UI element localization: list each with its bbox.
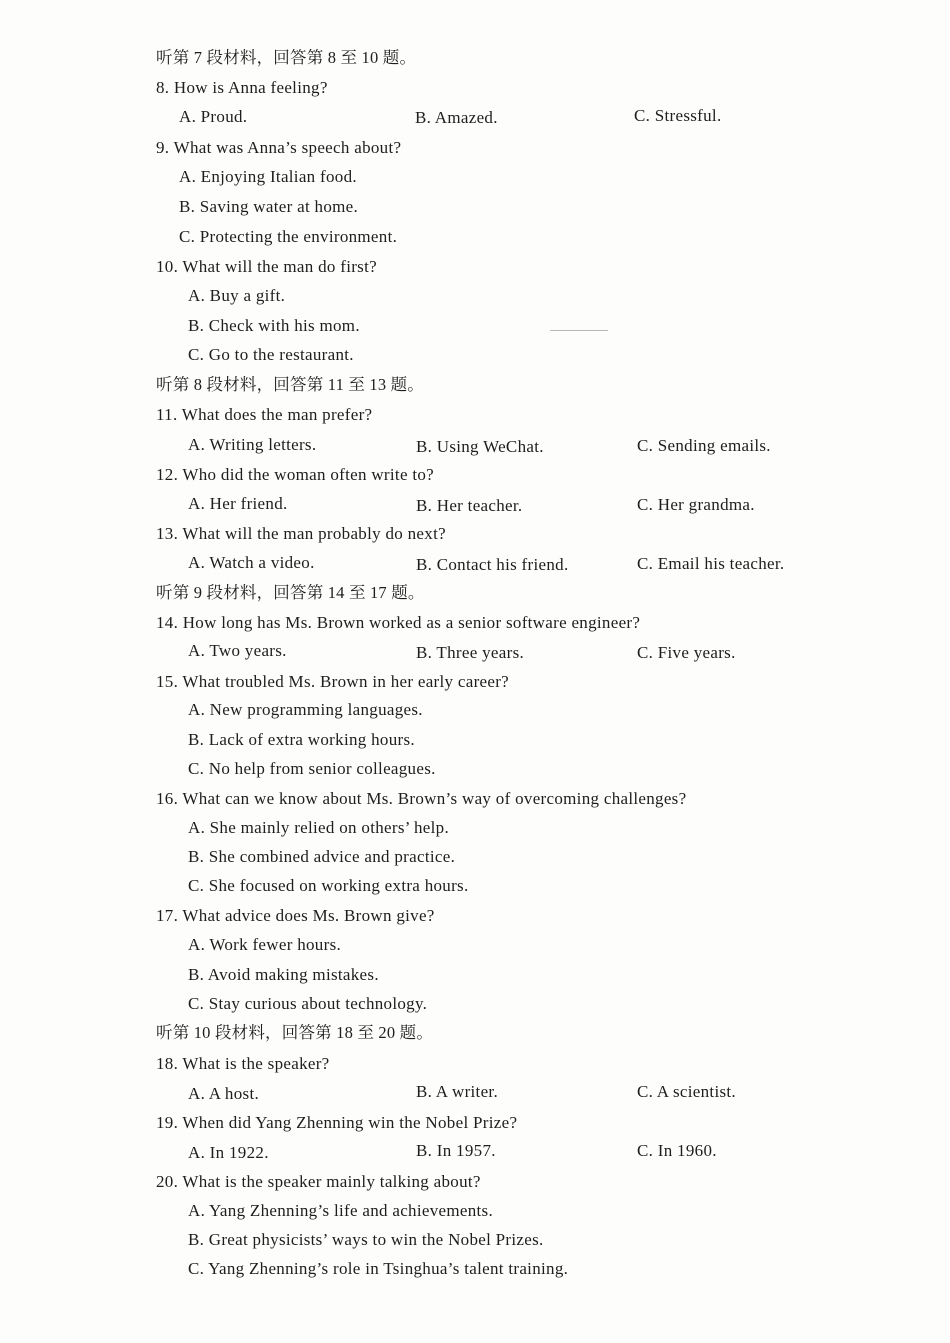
option-10b: B. Check with his mom. [188,316,360,335]
question-9: 9. What was Anna’s speech about? [156,138,402,157]
option-18b: B. A writer. [416,1082,498,1101]
option-13c: C. Email his teacher. [637,554,785,573]
option-14a: A. Two years. [188,641,287,660]
section-header: 听第 9 段材料，回答第 14 至 17 题。 [156,583,425,602]
option-14c: C. Five years. [637,643,736,662]
option-8c: C. Stressful. [634,106,722,125]
question-14: 14. How long has Ms. Brown worked as a senior software engineer? [156,613,641,632]
option-9c: C. Protecting the environment. [179,227,398,246]
option-11c: C. Sending emails. [637,436,771,455]
option-18a: A. A host. [188,1084,260,1103]
option-9b: B. Saving water at home. [179,197,359,216]
option-11b: B. Using WeChat. [416,437,544,456]
option-17c: C. Stay curious about technology. [188,994,428,1013]
option-12b: B. Her teacher. [416,496,523,515]
option-10c: C. Go to the restaurant. [188,345,354,364]
section-header: 听第 8 段材料，回答第 11 至 13 题。 [156,375,424,394]
option-11a: A. Writing letters. [188,435,317,454]
option-13b: B. Contact his friend. [416,555,569,574]
option-19c: C. In 1960. [637,1141,717,1160]
option-13a: A. Watch a video. [188,553,315,572]
option-19b: B. In 1957. [416,1141,496,1160]
option-12a: A. Her friend. [188,494,288,513]
stray-line [550,330,608,331]
option-12c: C. Her grandma. [637,495,755,514]
section-header: 听第 10 段材料，回答第 18 至 20 题。 [156,1023,434,1042]
section-header: 听第 7 段材料，回答第 8 至 10 题。 [156,48,417,67]
question-17: 17. What advice does Ms. Brown give? [156,906,435,925]
option-8b: B. Amazed. [415,108,498,127]
option-16c: C. She focused on working extra hours. [188,876,469,895]
option-8a: A. Proud. [179,107,248,126]
option-17a: A. Work fewer hours. [188,935,342,954]
question-12: 12. Who did the woman often write to? [156,465,435,484]
option-20c: C. Yang Zhenning’s role in Tsinghua’s talent training. [188,1259,569,1278]
option-15b: B. Lack of extra working hours. [188,730,415,749]
question-16: 16. What can we know about Ms. Brown’s way of overcoming challenges? [156,789,687,808]
question-15: 15. What troubled Ms. Brown in her early career? [156,672,510,691]
option-10a: A. Buy a gift. [188,286,286,305]
option-15c: C. No help from senior colleagues. [188,759,436,778]
question-19: 19. When did Yang Zhenning win the Nobel Prize? [156,1113,518,1132]
option-18c: C. A scientist. [637,1082,736,1101]
question-8: 8. How is Anna feeling? [156,78,328,97]
option-14b: B. Three years. [416,643,525,662]
question-11: 11. What does the man prefer? [156,405,373,424]
question-18: 18. What is the speaker? [156,1054,330,1073]
option-20a: A. Yang Zhenning’s life and achievements. [188,1201,494,1220]
question-10: 10. What will the man do first? [156,257,377,276]
question-20: 20. What is the speaker mainly talking about? [156,1172,481,1191]
option-16a: A. She mainly relied on others’ help. [188,818,450,837]
option-16b: B. She combined advice and practice. [188,847,456,866]
option-20b: B. Great physicists’ ways to win the Nobel Prizes. [188,1230,544,1249]
option-9a: A. Enjoying Italian food. [179,167,357,186]
question-13: 13. What will the man probably do next? [156,524,446,543]
option-15a: A. New programming languages. [188,700,423,719]
option-19a: A. In 1922. [188,1143,269,1162]
option-17b: B. Avoid making mistakes. [188,965,379,984]
